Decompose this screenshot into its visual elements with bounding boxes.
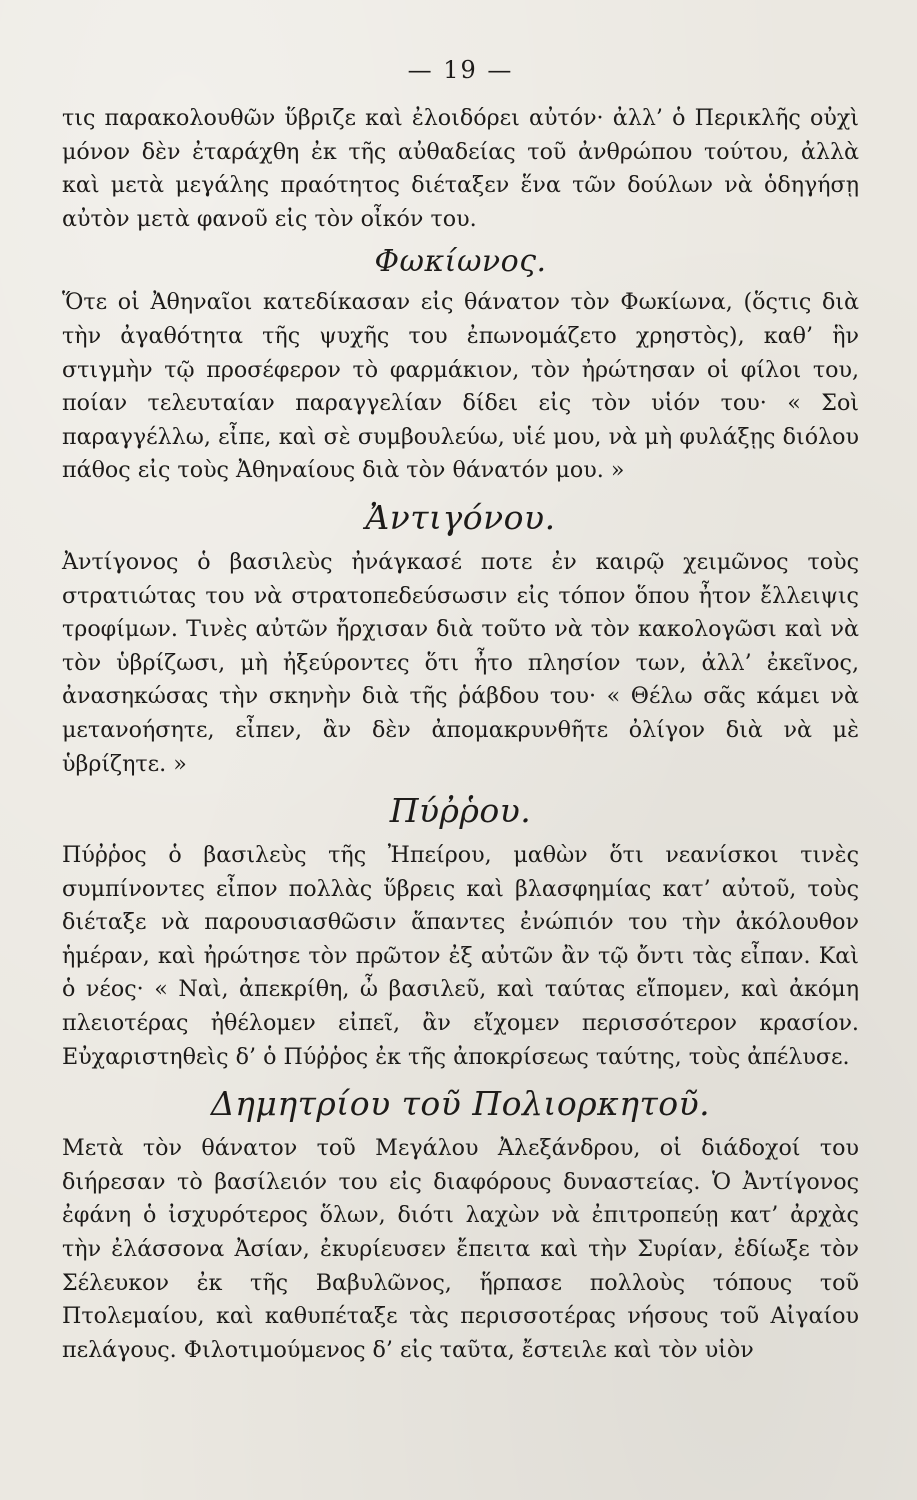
heading-demetrius: Δημητρίου τοῦ Πολιορκητοῦ. — [210, 1084, 711, 1124]
heading-pyrrhus: Πύῤῥου. — [389, 791, 532, 831]
paragraph-pyrrhus: Πύῤῥος ὁ βασιλεὺς τῆς Ἠπείρου, μαθὼν ὅτι νεανίσκοι τινὲς συμπίνοντες εἶπον πολλὰς ὕβρεις καὶ βλασφημίας κατ’ αὐτοῦ, τοὺς διέταξε νὰ παρουσιασθῶσιν ἅπαντες ἐνώπιόν του τὴν ἀκόλουθον ἡμέραν, καὶ ἠρώτησε τὸν πρῶτον ἐξ αὐτῶν ἂν τῷ ὄντι τὰς εἶπαν. Καὶ ὁ νέος· « Ναὶ, ἀπεκρίθη, ὦ βασιλεῦ, καὶ ταύτας εἴπομεν, καὶ ἀκόμη πλειοτέρας ἠθέλομεν εἰπεῖ, ἂν εἴχομεν περισσότερον κρασίον. Εὐχαριστηθεὶς δ’ ὁ Πύῤῥος ἐκ τῆς ἀποκρίσεως ταύτης, τοὺς ἀπέλυσε. — [62, 842, 859, 1070]
page-number: — 19 — — [407, 56, 514, 84]
paragraph-antigonus: Ἀντίγονος ὁ βασιλεὺς ἠνάγκασέ ποτε ἐν καιρῷ χειμῶνος τοὺς στρατιώτας του νὰ στρατοπεδεύσωσιν εἰς τόπον ὅπου ἦτον ἔλλειψις τροφίμων. Τινὲς αὐτῶν ἤρχισαν διὰ τοῦτο νὰ τὸν κακολογῶσι καὶ νὰ τὸν ὑβρίζωσι, μὴ ἠξεύροντες ὅτι ἦτο πλησίον των, ἀλλ’ ἐκεῖνος, ἀνασηκώσας τὴν σκηνὴν διὰ τῆς ῥάβδου του· « Θέλω σᾶς κάμει νὰ μετανοήσητε, εἶπεν, ἂν δὲν ἀπομακρυνθῆτε ὀλίγον διὰ νὰ μὲ ὑβρίζητε. » — [62, 548, 859, 777]
paragraph-phocion: Ὅτε οἱ Ἀθηναῖοι κατεδίκασαν εἰς θάνατον τὸν Φωκίωνα, (ὅςτις διὰ τὴν ἀγαθότητα τῆς ψυχῆς του ἐπωνομάζετο χρηστὸς), καθ’ ἣν στιγμὴν τῷ προσέφερον τὸ φαρμάκιον, τὸν ἠρώτησαν οἱ φίλοι του, ποίαν τελευταίαν παραγγελίαν δίδει εἰς τὸν υἱόν του· « Σοὶ παραγγέλλω, εἶπε, καὶ σὲ συμβουλεύω, υἱέ μου, νὰ μὴ φυλάξῃς διόλου πάθος εἰς τοὺς Ἀθηναίους διὰ τὸν θάνατόν μου. » — [62, 289, 859, 484]
paragraph-pericles-end: τις παρακολουθῶν ὕβριζε καὶ ἐλοιδόρει αὐτόν· ἀλλ’ ὁ Περικλῆς οὐχὶ μόνον δὲν ἐταράχθη ἐκ τῆς αὐθαδείας τοῦ ἀνθρώπου τούτου, ἀλλὰ καὶ μετὰ μεγάλης πραότητος διέταξεν ἕνα τῶν δούλων νὰ ὁδηγήσῃ αὐτὸν μετὰ φανοῦ εἰς τὸν οἶκόν του. — [62, 105, 859, 232]
heading-antigonus: Ἀντιγόνου. — [365, 497, 556, 537]
heading-phocion: Φωκίωνος. — [374, 244, 547, 280]
paragraph-demetrius: Μετὰ τὸν θάνατον τοῦ Μεγάλου Ἀλεξάνδρου, οἱ διάδοχοί του διήρεσαν τὸ βασίλειόν του εἰς διαφόρους δυναστείας. Ὁ Ἀντίγονος ἐφάνη ὁ ἰσχυρότερος ὅλων, διότι λαχὼν νὰ ἐπιτροπεύῃ κατ’ ἀρχὰς τὴν ἐλάσσονα Ἀσίαν, ἐκυρίευσεν ἔπειτα καὶ τὴν Συρίαν, ἐδίωξε τὸν Σέλευκον ἐκ τῆς Βαβυλῶνος, ἥρπασε πολλοὺς τόπους τοῦ Πτολεμαίου, καὶ καθυπέταξε τὰς περισσοτέρας νήσους τοῦ Αἰγαίου πελάγους. Φιλοτιμούμενος δ’ εἰς ταῦτα, ἔστειλε καὶ τὸν υἱὸν — [62, 1135, 859, 1363]
